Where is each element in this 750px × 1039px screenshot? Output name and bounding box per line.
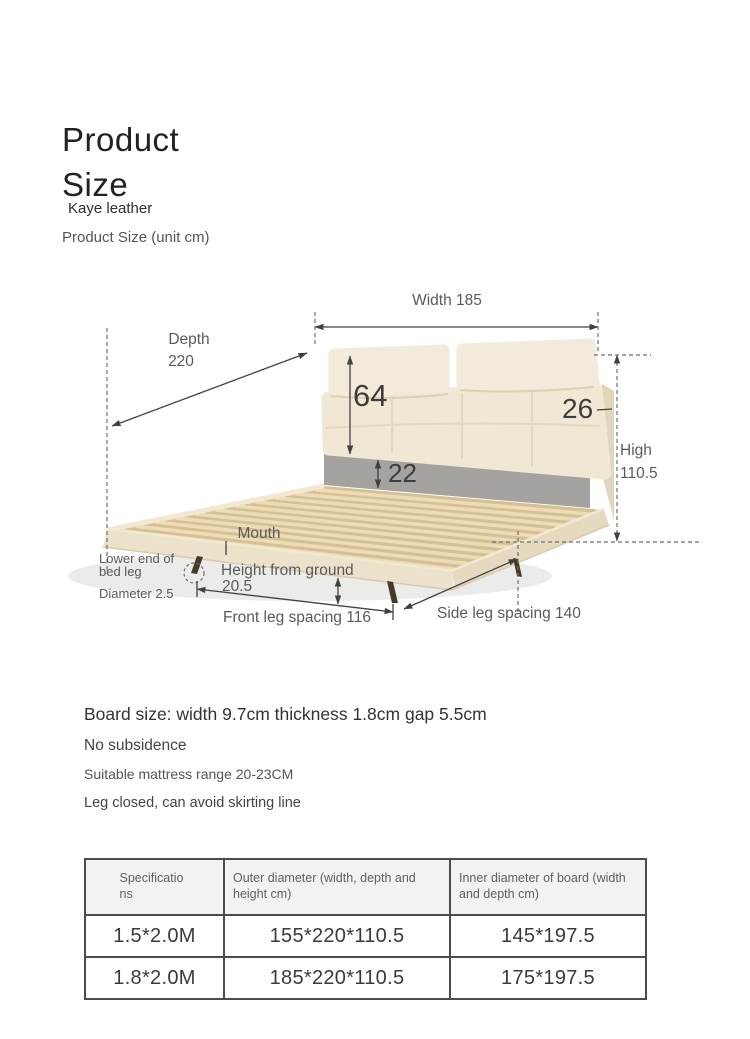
spec-outer-1: 155*220*110.5	[224, 915, 450, 957]
spec-outer-2: 185*220*110.5	[224, 957, 450, 999]
thickness-label: 26	[562, 393, 594, 424]
spec-size-2: 1.8*2.0M	[85, 957, 224, 999]
depth-arrow	[112, 353, 307, 426]
height-from-ground-label-line2: 20.5	[222, 578, 253, 595]
bed-diagram	[0, 270, 750, 670]
lower-end-label-line1: Lower end of	[99, 551, 175, 566]
lower-end-label-line2: bed leg	[99, 564, 142, 579]
spec-table-row-1	[85, 915, 646, 957]
spec-table-header-inner: Inner diameter of board (width and depth cm)	[450, 859, 646, 915]
side-leg-spacing-label: Side leg spacing 140	[437, 605, 581, 622]
spec-inner-2: 175*197.5	[450, 957, 646, 999]
spec-size-1: 1.5*2.0M	[85, 915, 224, 957]
cushion-height-label: 64	[353, 378, 388, 413]
page-title-line1: Product	[62, 121, 180, 158]
high-label-line2: 110.5	[620, 465, 658, 482]
leg-diameter-label: Diameter 2.5	[99, 586, 174, 601]
depth-label-line2: 220	[168, 353, 194, 370]
note-board-size: Board size: width 9.7cm thickness 1.8cm gap 5.5cm	[84, 704, 487, 724]
spec-table-header-row	[85, 859, 646, 915]
width-label: Width 185	[412, 292, 482, 309]
spec-inner-1: 145*197.5	[450, 915, 646, 957]
spec-table	[84, 858, 647, 1000]
spec-table-row-2	[85, 957, 646, 999]
spec-table-header-specifications: Specifications	[85, 859, 224, 915]
note-no-subsidence: No subsidence	[84, 737, 187, 754]
mouth-label: Mouth	[237, 525, 281, 542]
page-title-line2: Size	[62, 166, 129, 203]
high-label-line1: High	[620, 442, 652, 459]
front-leg-spacing-label: Front leg spacing 116	[223, 609, 371, 626]
product-subtitle: Kaye leather	[68, 200, 153, 217]
note-mattress-range: Suitable mattress range 20-23CM	[84, 766, 294, 782]
headboard-pillow-right	[462, 344, 594, 385]
panel-height-label: 22	[388, 458, 417, 488]
height-from-ground-label-line1: Height from ground	[221, 562, 354, 579]
depth-label-line1: Depth	[168, 331, 210, 348]
note-leg-closed: Leg closed, can avoid skirting line	[84, 795, 301, 811]
unit-note: Product Size (unit cm)	[62, 229, 210, 246]
spec-table-header-outer: Outer diameter (width, depth and height cm)	[224, 859, 450, 915]
